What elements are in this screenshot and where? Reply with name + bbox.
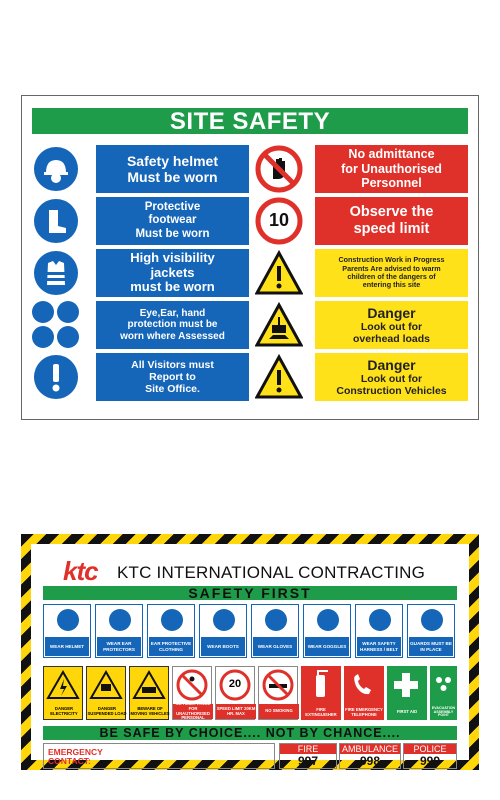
ppe-label: WEAR SAFETY HARNESS / BELT [357,637,401,656]
footwear-text: Protective footwear Must be worn [96,197,249,245]
site-safety-title: SITE SAFETY [32,108,468,134]
no-entry-hand-icon [255,145,303,193]
ppe-sign [251,604,299,658]
helmet-icon [34,147,78,191]
ear-protector-icon [109,609,131,631]
vehicles-text: Look out for Construction Vehicles [336,372,447,398]
site-safety-sign [21,95,479,420]
ppe-label: WEAR GOGGLES [305,637,349,656]
ppe-sign-row [43,604,457,660]
company-name: KTC INTERNATIONAL CONTRACTING [117,563,426,582]
warning-label: NO ADMITTANCE FOR UNAUTHORISED PERSONAL [173,704,213,719]
moving-vehicles-icon [130,667,168,703]
ktc-safety-banner [21,534,479,770]
warning-sign [172,666,212,720]
speed-limit-value: 20 [228,678,242,690]
warning-label: NO SMOKING [259,704,299,719]
helmet-text: Safety helmet Must be worn [96,145,249,193]
gloves-icon [265,609,287,631]
warning-label: SPEED LIMIT 20KM HR. MAX [216,704,256,719]
warning-label: FIRST AID [396,709,418,715]
vehicles-box [315,353,468,401]
number-label: POLICE [404,744,456,754]
goggles-icon [317,609,339,631]
safety-row-helmet [32,145,468,193]
danger-title: Danger [367,356,416,373]
warning-sign [301,666,341,720]
emergency-contact-label: EMERGENCY CONTACT: [43,743,275,769]
no-admittance-icon [173,667,211,703]
speed-limit-icon [255,197,303,245]
danger-title: Danger [367,304,416,321]
warning-label: FIRE EMERGENCY TELEPHONE [345,706,383,717]
overhead-load-warning-icon [255,301,303,349]
ppe-label: GUARDS MUST BE IN PLACE [409,637,453,656]
ppe-text: Eye,Ear, hand protection must be worn where Assessed [96,301,249,349]
warning-triangle-icon [255,249,303,297]
number-value: 997 [297,754,319,768]
guard-icon [421,609,443,631]
protective-clothing-icon [161,609,183,631]
warning-label: EVACUATION ASSEMBLY POINT [431,705,456,718]
police-number [403,743,457,769]
construction-warning-text: Construction Work in Progress Parents Are advised to warm children of the dangers of entering this site [315,249,468,297]
safety-row-ppe [32,301,468,349]
warning-sign [215,666,255,720]
ppe-label: EAR PROTECTIVE CLOTHING [149,637,193,656]
exclamation-icon [34,355,78,399]
ktc-logo [63,556,98,587]
visitors-text: All Visitors must Report to Site Office. [96,353,249,401]
harness-icon [369,609,391,631]
hi-vis-text: High visibility jackets must be worn [96,249,249,297]
warning-sign [129,666,169,720]
warning-sign-row [43,666,457,722]
overhead-loads-text: Look out for overhead loads [352,320,431,346]
number-label: AMBULANCE [341,744,398,754]
safety-slogan: BE SAFE BY CHOICE.... NOT BY CHANCE.... [43,726,457,740]
number-label: FIRE [280,744,336,754]
vehicle-warning-icon [255,353,303,401]
ppe-sign [303,604,351,658]
number-value: 998 [359,754,381,768]
ppe-sign [199,604,247,658]
no-smoking-icon [259,667,297,703]
number-value: 999 [419,754,441,768]
warning-sign [86,666,126,720]
boots-icon [34,199,78,243]
speed-limit-value: 10 [268,210,290,230]
ppe-label: WEAR GLOVES [253,637,297,656]
ppe-label: WEAR EAR PROTECTORS [97,637,141,656]
overhead-loads-box [315,301,468,349]
electricity-warning-icon [44,667,82,703]
warning-label: DANGER ELECTRICITY [50,705,78,716]
fire-number [279,743,337,769]
ppe-label: WEAR HELMET [45,637,89,656]
assembly-point-icon [430,666,457,702]
first-aid-cross-icon [387,666,425,702]
warning-label: FIRE EXTINGUISHER [305,706,337,717]
warning-sign [43,666,83,720]
banner-inner [31,544,469,768]
emergency-telephone-icon [344,666,382,702]
warning-sign [258,666,298,720]
ppe-label: WEAR BOOTS [201,637,245,656]
ppe-sign [407,604,455,658]
warning-sign [344,666,384,720]
helmet-icon [57,609,79,631]
ambulance-number [339,743,401,769]
warning-sign [387,666,427,720]
ppe-sign [43,604,91,658]
safety-row-visitors [32,353,468,401]
ktc-logo-text: ktc [63,556,98,586]
ppe-sign [355,604,403,658]
emergency-contact-bar [43,743,457,769]
eye-ear-hand-icons [32,301,80,349]
fire-extinguisher-icon [301,666,339,702]
warning-label: BEWARE OF MOVING VEHICLES [130,705,170,716]
no-admittance-text: No admittance for Unauthorised Personnel [315,145,468,193]
safety-first-banner: SAFETY FIRST [43,586,457,600]
boots-icon [213,609,235,631]
ppe-sign [95,604,143,658]
warning-sign [430,666,457,720]
warning-label: DANGER SUSPENDED LOAD [87,705,127,716]
hi-vis-jacket-icon [34,251,78,295]
safety-row-footwear [32,197,468,245]
suspended-load-icon [87,667,125,703]
ppe-sign [147,604,195,658]
safety-row-hivis [32,249,468,297]
speed-limit-text: Observe the speed limit [315,197,468,245]
